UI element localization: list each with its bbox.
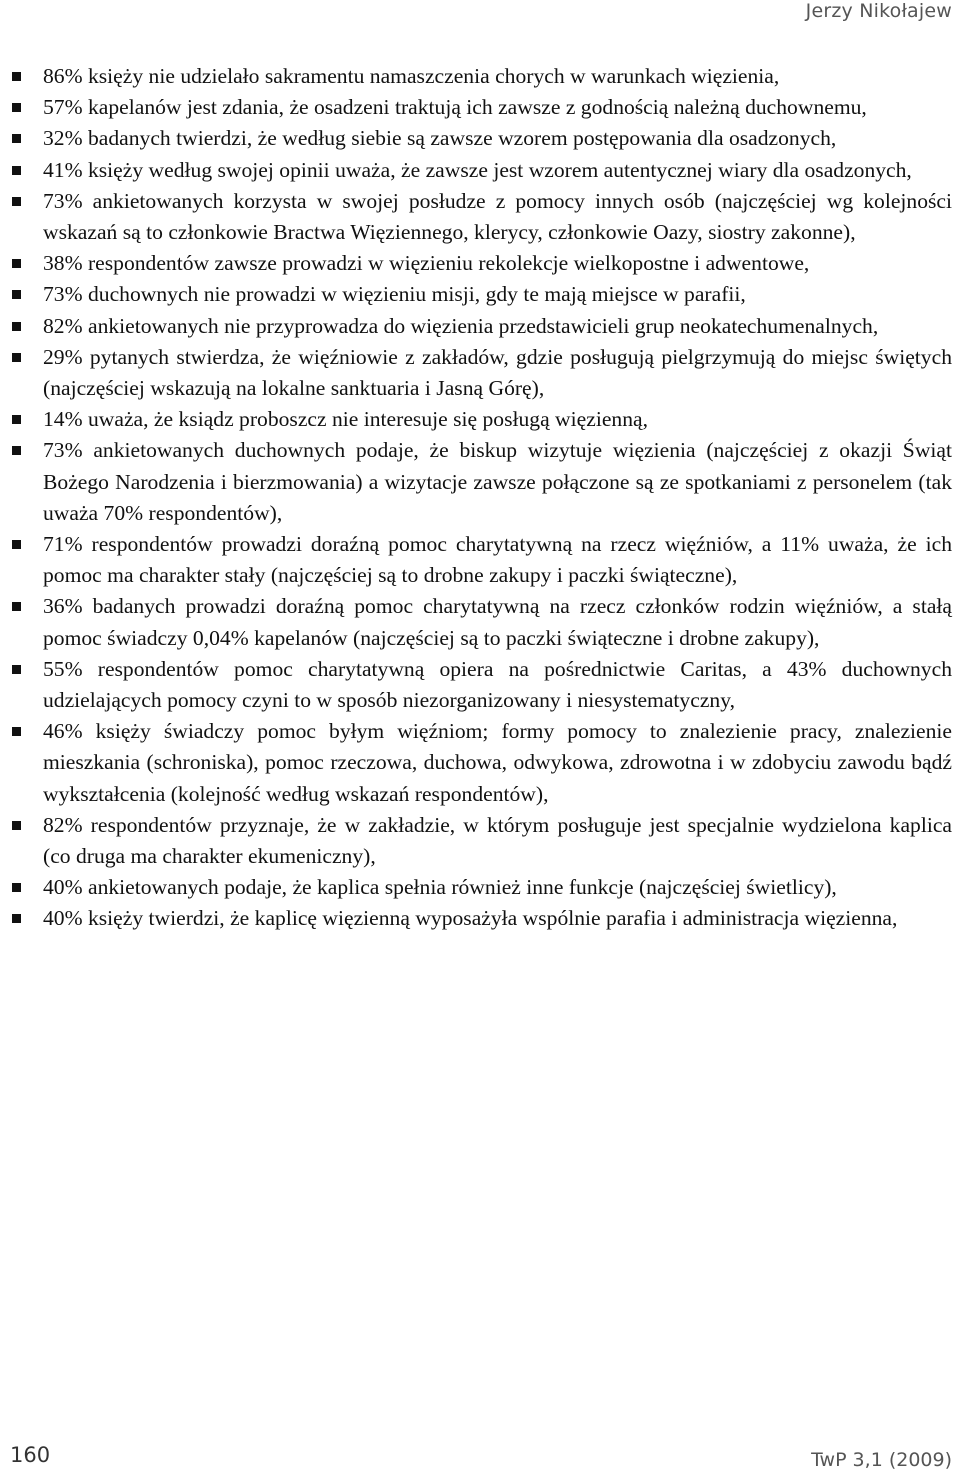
list-item xyxy=(12,810,952,872)
list-item-text: 38% respondentów zawsze prowadzi w więzieniu rekolekcje wielkopostne i adwentowe, xyxy=(43,251,810,276)
square-bullet-icon xyxy=(12,446,21,455)
list-item xyxy=(12,654,952,716)
list-item xyxy=(12,529,952,591)
square-bullet-icon xyxy=(12,914,21,923)
list-item xyxy=(12,279,952,310)
list-item xyxy=(12,404,952,435)
list-item-text: 86% księży nie udzielało sakramentu namaszczenia chorych w warunkach więzienia, xyxy=(43,64,780,88)
list-item-text: 41% księży według swojej opinii uważa, że zawsze jest wzorem autentycznej wiary dla osadzonych, xyxy=(43,157,912,182)
square-bullet-icon xyxy=(12,415,21,424)
list-item xyxy=(12,342,952,404)
square-bullet-icon xyxy=(12,259,21,268)
list-item-text: 73% ankietowanych duchownych podaje, że biskup wizytuje więzienia (najczęściej z okazji Świąt Bożego Narodzenia i bierzmowania) a wizytacje zawsze połączone są ze spotkaniami z personelem (tak uważa 70% respondentów), xyxy=(43,438,952,525)
square-bullet-icon xyxy=(12,353,21,362)
square-bullet-icon xyxy=(12,665,21,674)
square-bullet-icon xyxy=(12,290,21,299)
list-item-text: 14% uważa, że ksiądz proboszcz nie interesuje się posługą więzienną, xyxy=(43,407,648,432)
list-item-text: 55% respondentów pomoc charytatywną opiera na pośrednictwie Caritas, a 43% duchownych udzielających pomocy czyni to w sposób niezorganizowany i niesystematyczny, xyxy=(43,656,952,713)
list-item xyxy=(12,248,952,279)
running-head: Jerzy Nikołajew xyxy=(805,0,952,22)
list-item xyxy=(12,186,952,248)
square-bullet-icon xyxy=(12,197,21,206)
page-number: 160 xyxy=(10,1443,51,1467)
square-bullet-icon xyxy=(12,821,21,830)
square-bullet-icon xyxy=(12,134,21,143)
square-bullet-icon xyxy=(12,883,21,892)
square-bullet-icon xyxy=(12,72,21,81)
list-item xyxy=(12,311,952,342)
journal-reference: TwP 3,1 (2009) xyxy=(811,1449,952,1471)
list-item xyxy=(12,435,952,529)
list-item-text: 29% pytanych stwierdza, że więźniowie z zakładów, gdzie posługują pielgrzymują do miejsc świętych (najczęściej wskazują na lokalne sanktuaria i Jasną Górę), xyxy=(43,344,952,401)
square-bullet-icon xyxy=(12,103,21,112)
square-bullet-icon xyxy=(12,602,21,611)
list-item-text: 46% księży świadczy pomoc byłym więźniom; formy pomocy to znalezienie pracy, znalezienie mieszkania (schroniska), pomoc rzeczowa, duchowa, odwykowa, zdrowotna i w zdobyciu zawodu bądź wykształcenia (kolejność według wskazań respondentów), xyxy=(43,719,952,806)
list-item xyxy=(12,591,952,653)
list-item-text: 82% ankietowanych nie przyprowadza do więzienia przedstawicieli grup neokatechumenalnych, xyxy=(43,313,879,338)
square-bullet-icon xyxy=(12,540,21,549)
list-item-text: 40% ankietowanych podaje, że kaplica spełnia również inne funkcje (najczęściej świetlicy), xyxy=(43,875,837,900)
list-item xyxy=(12,716,952,810)
list-item xyxy=(12,903,952,934)
list-item-text: 73% duchownych nie prowadzi w więzieniu misji, gdy te mają miejsce w parafii, xyxy=(43,282,746,307)
list-item xyxy=(12,123,952,154)
list-item-text: 32% badanych twierdzi, że według siebie są zawsze wzorem postępowania dla osadzonych, xyxy=(43,126,837,151)
square-bullet-icon xyxy=(12,727,21,736)
bullet-list xyxy=(12,61,952,935)
list-item-text: 36% badanych prowadzi doraźną pomoc charytatywną na rzecz członków rodzin więźniów, a stałą pomoc świadczy 0,04% kapelanów (najczęściej są to paczki świąteczne i drobne zakupy), xyxy=(43,594,952,650)
list-item-text: 73% ankietowanych korzysta w swojej posłudze z pomocy innych osób (najczęściej wg kolejności wskazań są to członkowie Bractwa Więziennego, klerycy, członkowie Oazy, siostry zakonne), xyxy=(43,188,952,245)
list-item xyxy=(12,872,952,903)
list-item-text: 40% księży twierdzi, że kaplicę więzienną wyposażyła wspólnie parafia i administracja więzienna, xyxy=(43,906,898,931)
list-item xyxy=(12,61,952,92)
list-item-text: 71% respondentów prowadzi doraźną pomoc charytatywną na rzecz więźniów, a 11% uważa, że ich pomoc ma charakter stały (najczęściej są to drobne zakupy i paczki świąteczne), xyxy=(43,532,952,588)
square-bullet-icon xyxy=(12,322,21,331)
square-bullet-icon xyxy=(12,166,21,175)
list-item-text: 57% kapelanów jest zdania, że osadzeni traktują ich zawsze z godnością należną duchownemu, xyxy=(43,95,867,120)
list-item-text: 82% respondentów przyznaje, że w zakładzie, w którym posługuje jest specjalnie wydzielona kaplica (co druga ma charakter ekumeniczny), xyxy=(43,812,952,869)
list-item xyxy=(12,155,952,186)
list-item xyxy=(12,92,952,123)
